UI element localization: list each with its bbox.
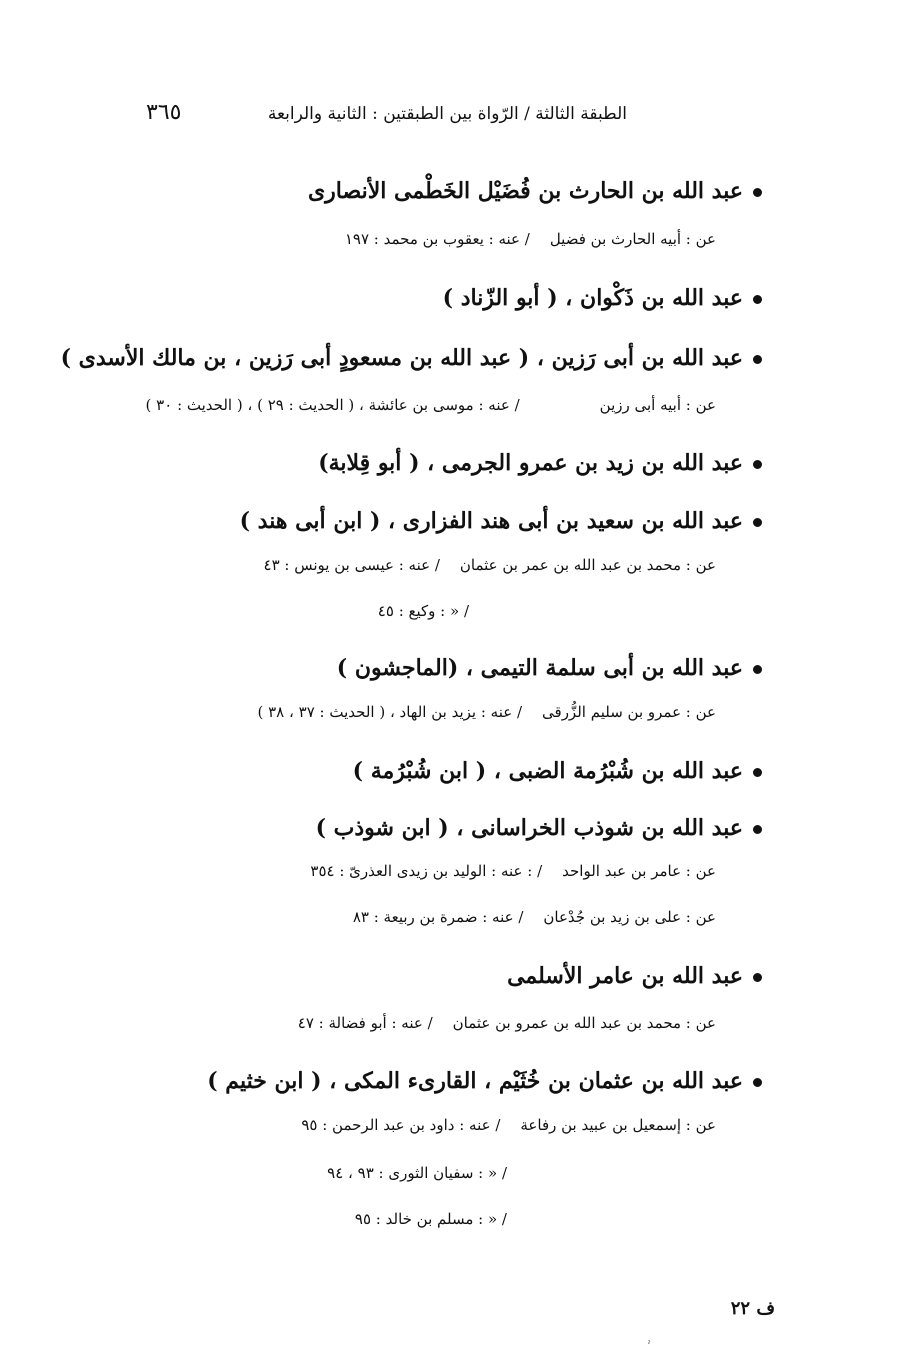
- narration-line: عن : محمد بن عبد الله بن عمر بن عثمان/ عنه : عيسى بن يونس : ٤٣: [263, 556, 716, 574]
- narration-line: عن : أبيه الحارث بن فضيل/ عنه : يعقوب بن محمد : ١٩٧: [344, 230, 716, 248]
- page-number: ٣٦٥: [146, 100, 182, 125]
- narrator-entry: عبد الله بن ذَكْوان ، ( أبو الزّناد ): [443, 285, 762, 311]
- bullet-icon: [753, 1078, 762, 1087]
- bullet-icon: [753, 460, 762, 469]
- bullet-icon: [753, 188, 762, 197]
- narration-line: / « : سفيان الثورى : ٩٣ ، ٩٤: [327, 1164, 507, 1182]
- bullet-icon: [753, 295, 762, 304]
- narrator-entry: عبد الله بن أبى سلمة التيمى ، (الماجشون ): [337, 655, 762, 681]
- narrator-entry: عبد الله بن زيد بن عمرو الجرمى ، ( أبو قِلابة): [318, 450, 762, 476]
- narrator-entry: عبد الله بن شُبْرُمة الضبى ، ( ابن شُبْرُمة ): [353, 758, 762, 784]
- narration-line: عن : عمرو بن سليم الزُّرقى/ عنه : يزيد بن الهاد ، ( الحديث : ٣٧ ، ٣٨ ): [257, 703, 716, 721]
- narrator-entry: عبد الله بن الحارث بن فُضَيْل الخَطْمى الأنصارى: [308, 178, 762, 204]
- narration-line: عن : على بن زيد بن جُدْعان/ عنه : ضمرة بن ربيعة : ٨٣: [352, 908, 716, 926]
- signature-mark: ف ٢٢: [730, 1298, 775, 1319]
- running-header: الطبقة الثالثة / الرّواة بين الطبقتين : الثانية والرابعة: [267, 104, 627, 124]
- narrator-entry: عبد الله بن أبى رَزين ، ( عبد الله بن مسعودٍ أبى رَزين ، بن مالك الأسدى ): [61, 345, 762, 371]
- narration-line: عن : إسمعيل بن عبيد بن رفاعة/ عنه : داود بن عبد الرحمن : ٩٥: [301, 1116, 716, 1134]
- bullet-icon: [753, 355, 762, 364]
- narrator-entry: عبد الله بن عثمان بن خُثَيْم ، القارىء المكى ، ( ابن خثيم ): [207, 1068, 762, 1094]
- narrator-entry: عبد الله بن سعيد بن أبى هند الفزارى ، ( ابن أبى هند ): [240, 508, 762, 534]
- bullet-icon: [753, 518, 762, 527]
- bullet-icon: [753, 973, 762, 982]
- print-mark: ˀ: [648, 1340, 651, 1349]
- narrator-entry: عبد الله بن شوذب الخراسانى ، ( ابن شوذب ): [316, 815, 762, 841]
- bullet-icon: [753, 768, 762, 777]
- bullet-icon: [753, 665, 762, 674]
- narration-line: / « : وكيع : ٤٥: [377, 602, 469, 620]
- narration-line: عن : محمد بن عبد الله بن عمرو بن عثمان/ عنه : أبو فضالة : ٤٧: [297, 1014, 716, 1032]
- bullet-icon: [753, 825, 762, 834]
- narrator-entry: عبد الله بن عامر الأسلمى: [507, 963, 762, 989]
- narration-line: عن : أبيه أبى رزين/ عنه : موسى بن عائشة ، ( الحديث : ٢٩ ) ، ( الحديث : ٣٠ ): [145, 396, 716, 414]
- narration-line: عن : عامر بن عبد الواحد/ : عنه : الوليد بن زيدى العذرىّ : ٣٥٤: [310, 862, 716, 880]
- narration-line: / « : مسلم بن خالد : ٩٥: [354, 1210, 507, 1228]
